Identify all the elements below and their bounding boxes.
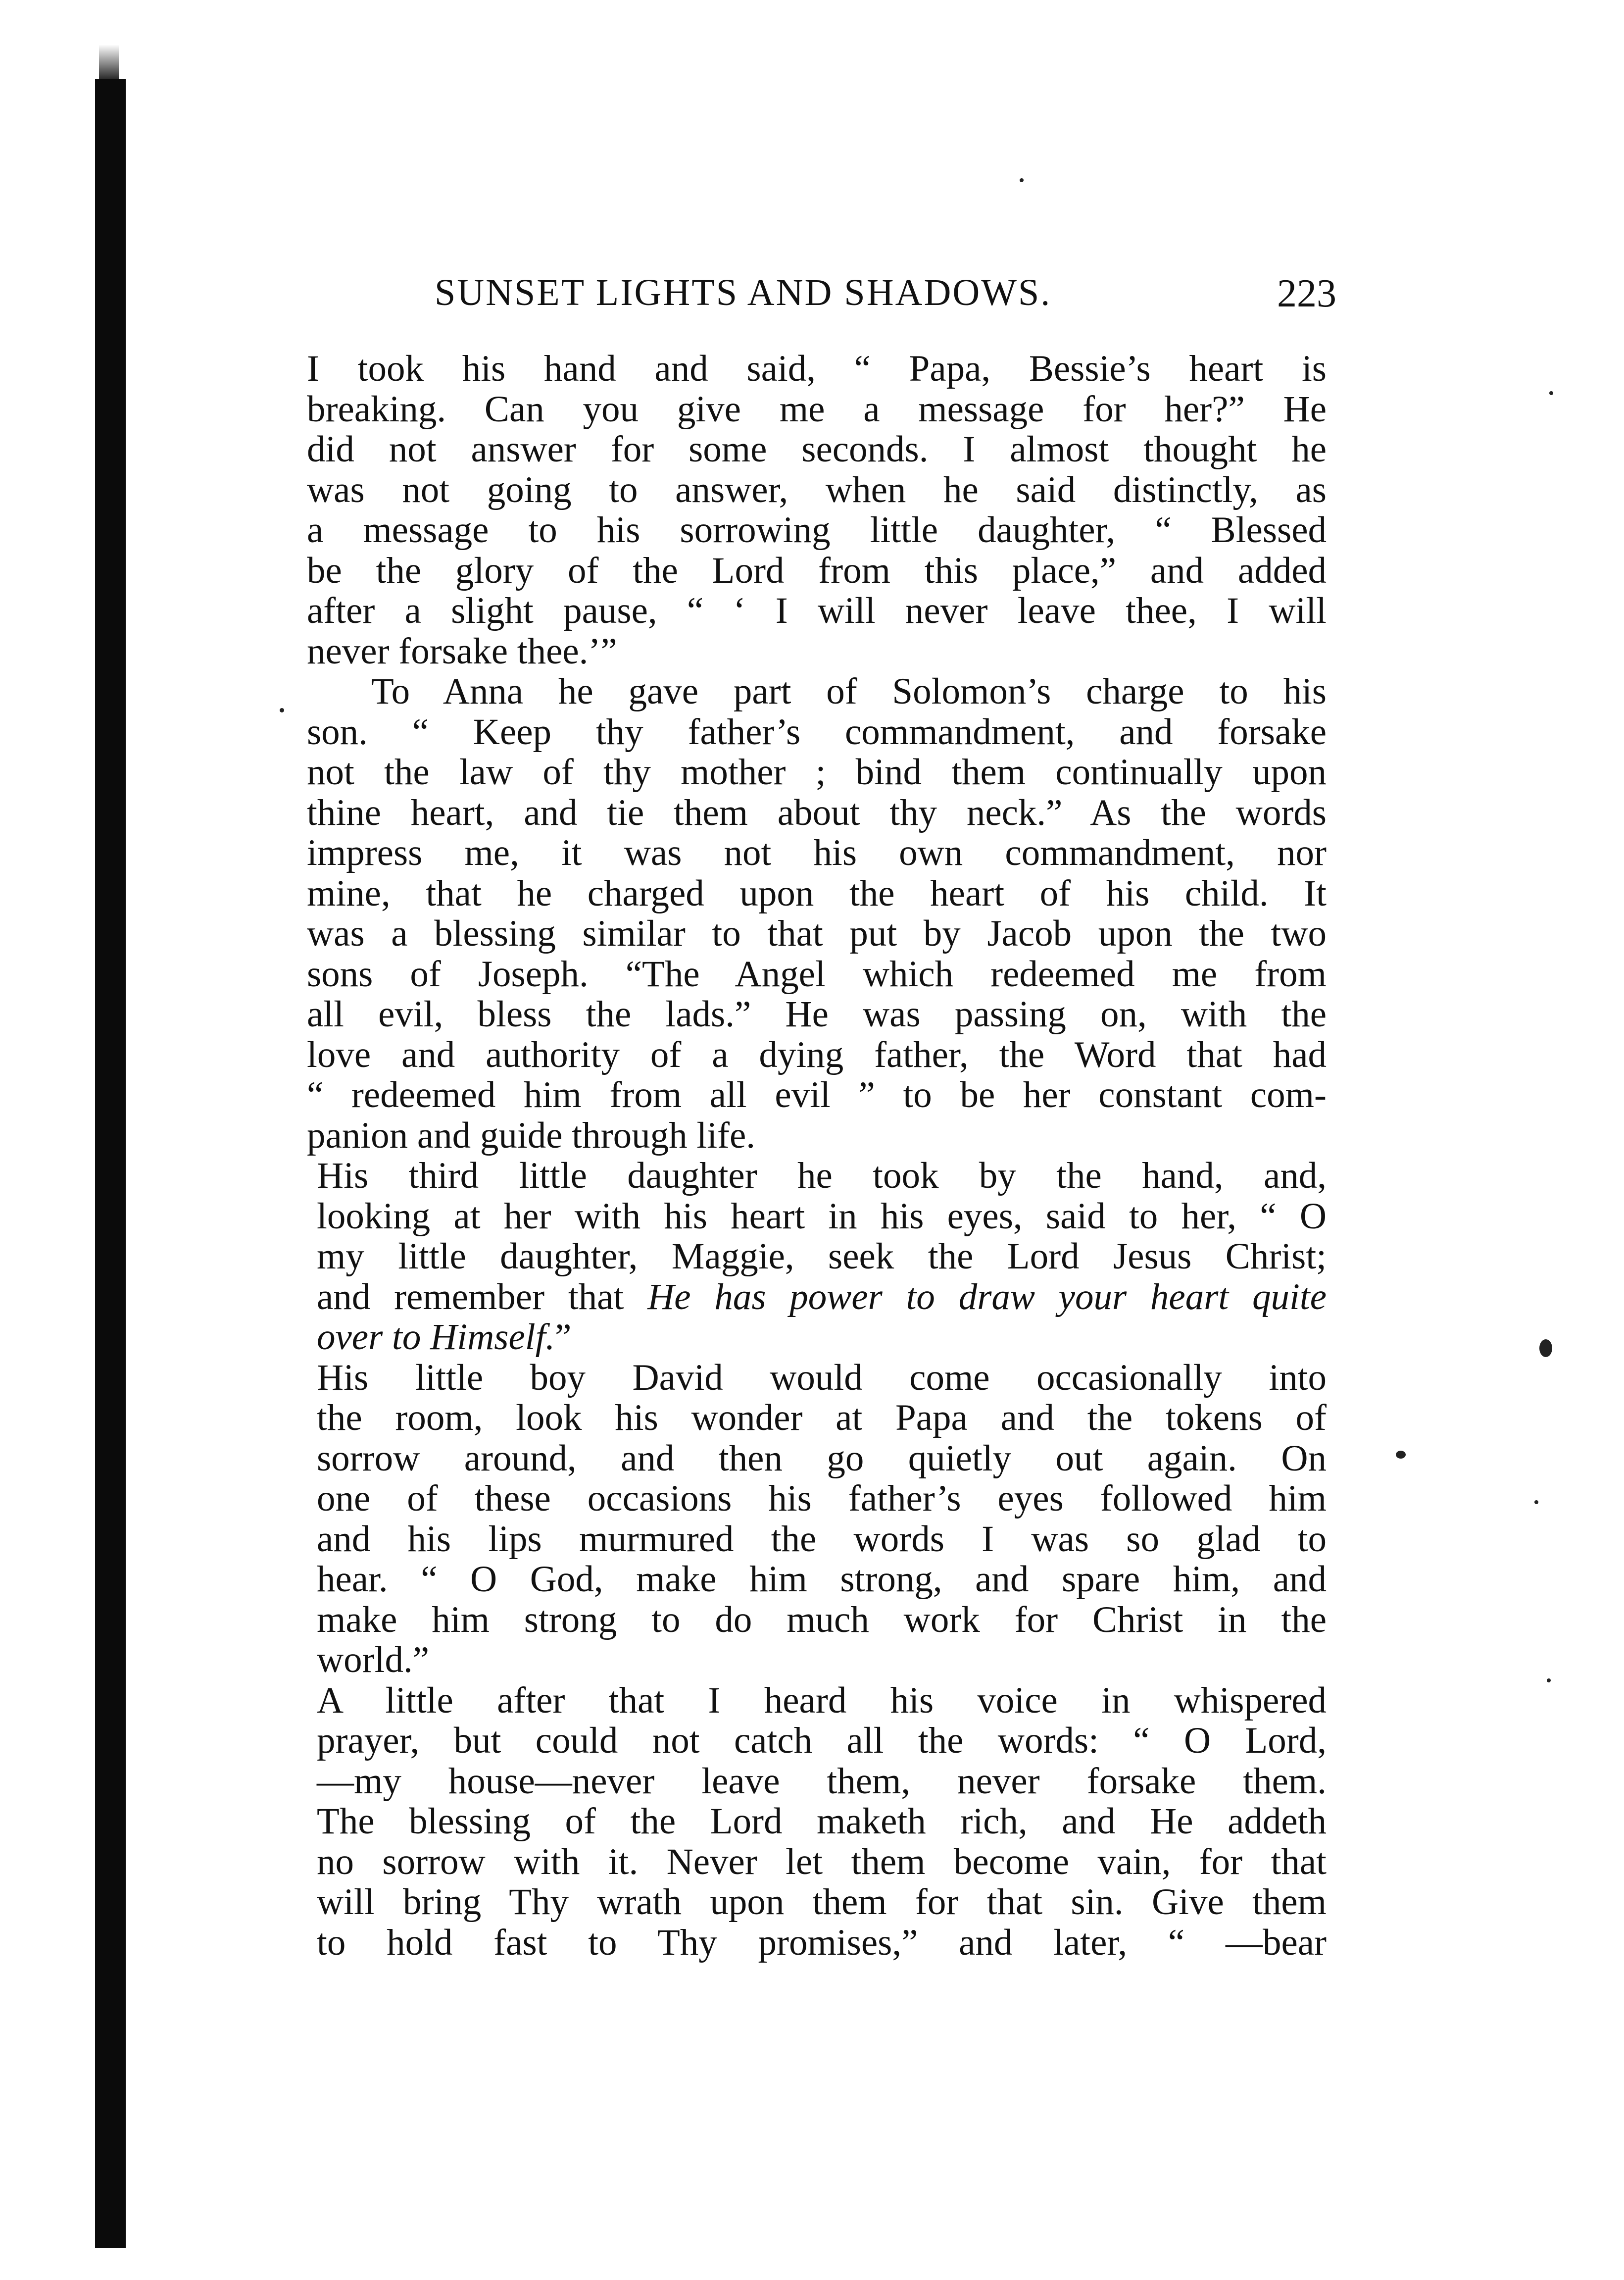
text-line: after a slight pause, “ ‘ I will never leave thee, I will	[307, 590, 1327, 631]
page-number: 223	[1277, 272, 1336, 315]
text-line: world.”	[317, 1639, 430, 1680]
text-line: all evil, bless the lads.” He was passing on, with the	[307, 994, 1327, 1035]
text-line: panion and guide through life.	[307, 1115, 756, 1156]
text-line: breaking. Can you give me a message for her?” He	[307, 388, 1327, 430]
text-line	[307, 1317, 1327, 1358]
scan-speck	[1534, 1500, 1538, 1504]
text-span: ”	[555, 1317, 572, 1358]
text-line: and his lips murmured the words I was so glad to	[317, 1518, 1327, 1560]
text-line: thine heart, and tie them about thy neck.” As the words	[307, 792, 1327, 833]
text-line: —my house—never leave them, never forsake them.	[317, 1760, 1327, 1802]
text-line: to hold fast to Thy promises,” and later, “ —bear	[317, 1922, 1327, 1963]
text-line: did not answer for some seconds. I almost thought he	[307, 429, 1327, 470]
running-title: SUNSET LIGHTS AND SHADOWS.	[435, 272, 1052, 313]
text-line: no sorrow with it. Never let them become vain, for that	[317, 1841, 1327, 1882]
text-line: mine, that he charged upon the heart of his child. It	[307, 872, 1327, 914]
text-line: the room, look his wonder at Papa and the tokens of	[317, 1397, 1327, 1438]
text-line: His little boy David would come occasionally into	[317, 1357, 1327, 1398]
text-line: be the glory of the Lord from this place,” and added	[307, 550, 1327, 591]
text-line	[307, 1277, 1327, 1317]
text-line: son. “ Keep thy father’s commandment, and forsake	[307, 711, 1327, 753]
text-line: one of these occasions his father’s eyes followed him	[317, 1478, 1327, 1519]
binding-shadow-top	[99, 45, 119, 84]
text-span: and remember that	[317, 1276, 648, 1317]
scan-speck	[1547, 1678, 1551, 1682]
body-text	[307, 349, 1327, 1963]
text-line: not the law of thy mother ; bind them continually upon	[307, 752, 1327, 793]
text-line: hear. “ O God, make him strong, and spare him, and	[317, 1559, 1327, 1600]
text-line: “ redeemed him from all evil ” to be her constant com-	[307, 1074, 1327, 1115]
text-line: a message to his sorrowing little daughter, “ Blessed	[307, 509, 1327, 551]
text-line: will bring Thy wrath upon them for that sin. Give them	[317, 1881, 1327, 1923]
text-line: my little daughter, Maggie, seek the Lord Jesus Christ;	[317, 1236, 1327, 1277]
scan-speck	[1396, 1451, 1406, 1459]
text-line: His third little daughter he took by the hand, and,	[317, 1155, 1327, 1196]
text-line: To Anna he gave part of Solomon’s charge to his	[371, 671, 1327, 712]
text-line: looking at her with his heart in his eyes, said to her, “ O	[317, 1195, 1327, 1237]
running-head	[435, 271, 1336, 326]
scan-speck	[1539, 1339, 1552, 1357]
scan-speck	[280, 708, 284, 712]
text-line: love and authority of a dying father, the Word that had	[307, 1034, 1327, 1075]
text-line: sons of Joseph. “The Angel which redeemed me from	[307, 953, 1327, 995]
text-line: The blessing of the Lord maketh rich, and He addeth	[317, 1801, 1327, 1842]
text-line: A little after that I heard his voice in whispered	[317, 1679, 1327, 1721]
italic-span: He has power to draw your heart quite	[647, 1276, 1327, 1317]
text-line: impress me, it was not his own commandment, nor	[307, 832, 1327, 873]
scan-speck	[1549, 391, 1553, 395]
text-line: never forsake thee.’”	[307, 630, 617, 672]
text-line: sorrow around, and then go quietly out again. On	[317, 1437, 1327, 1479]
text-line: was not going to answer, when he said distinctly, as	[307, 469, 1327, 510]
binding-shadow	[95, 79, 126, 2248]
text-line: I took his hand and said, “ Papa, Bessie’s heart is	[307, 348, 1327, 389]
scan-speck	[1020, 178, 1024, 182]
text-line: make him strong to do much work for Christ in the	[317, 1599, 1327, 1640]
italic-span: over to Himself.	[317, 1317, 555, 1358]
text-line: was a blessing similar to that put by Jacob upon the two	[307, 913, 1327, 954]
text-line: prayer, but could not catch all the words: “ O Lord,	[317, 1720, 1327, 1761]
